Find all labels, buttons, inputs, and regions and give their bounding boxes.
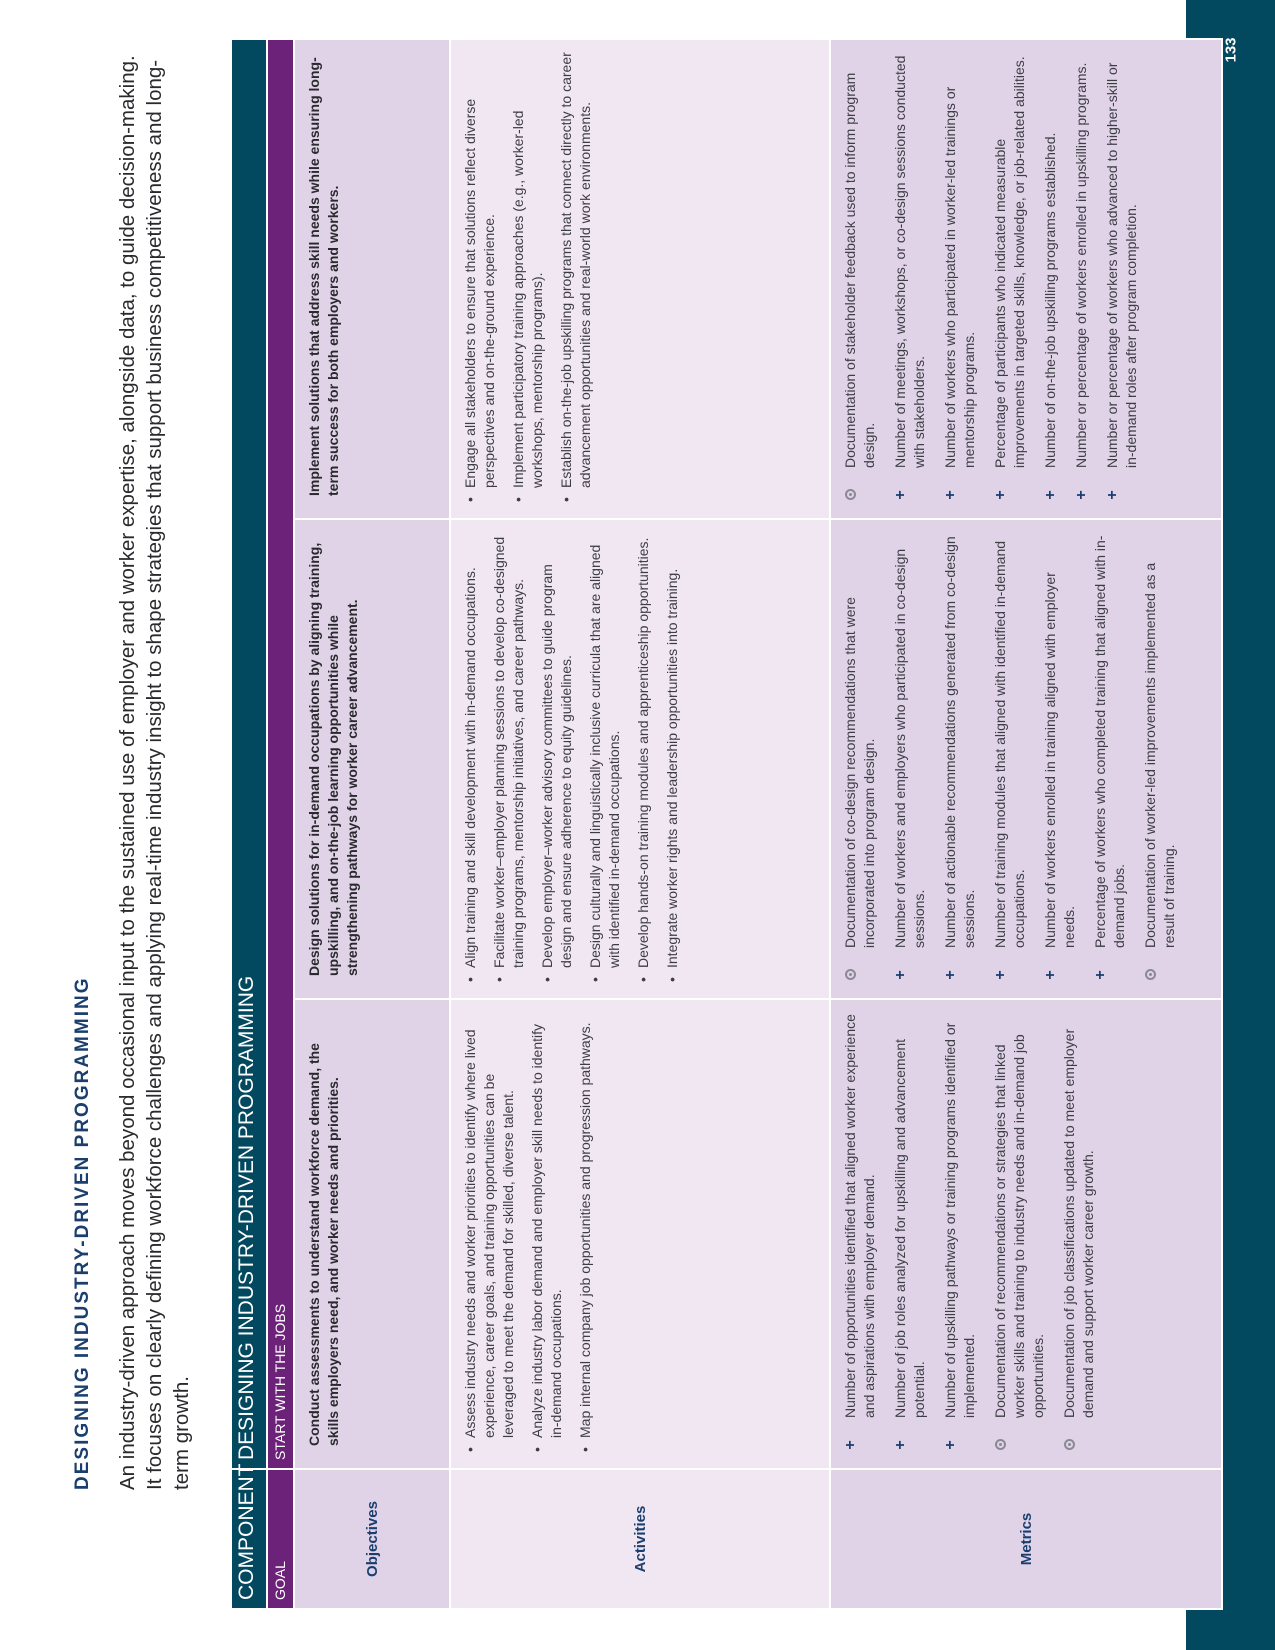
activity-text: Engage all stakeholders to ensure that solutions reflect diverse perspectives and on-the-ground experience. (462, 98, 497, 488)
activity-text: Facilitate worker–employer planning sessions to develop co-designed training programs, mentorship initiatives, and career pathways. (491, 536, 526, 968)
bullet-icon: • (539, 977, 555, 982)
activities-label: Activities (450, 1469, 830, 1609)
metric-item (941, 52, 979, 510)
bullet-icon: • (462, 497, 478, 502)
activity-item (663, 532, 682, 982)
metric-text: Number or percentage of workers who advanced to higher-skill or in-demand roles after program completion. (1104, 62, 1139, 468)
metric-text: Number of opportunities identified that aligned worker experience and aspirations with employer demand. (842, 1014, 877, 1418)
objectives-label: Objectives (294, 1469, 450, 1609)
goal-row (267, 39, 294, 1609)
metric-text: Number of meetings, workshops, or co-design sessions conducted with stakeholders. (892, 55, 927, 468)
plus-icon: + (892, 1440, 909, 1450)
activity-text: Develop employer–worker advisory committees to guide program design and ensure adherence to equity guidelines. (539, 564, 574, 968)
activity-item (576, 1012, 595, 1452)
objective-cell (294, 999, 450, 1469)
gear-icon (1141, 964, 1161, 986)
metric-item (841, 52, 879, 510)
metric-text: Documentation of worker-led improvements implemented as a result of training. (1142, 562, 1177, 948)
bullet-icon: • (664, 977, 680, 982)
activity-text: Analyze industry labor demand and employer skill needs to identify in-demand occupations. (529, 1023, 564, 1438)
metric-text: Number of workers and employers who participated in co-design sessions. (892, 548, 927, 948)
plus-icon: + (942, 1440, 959, 1450)
activity-text: Implement participatory training approaches (e.g., worker-led workshops, mentorship programs). (510, 110, 545, 488)
plus-icon: + (942, 490, 959, 500)
activity-item (490, 532, 528, 982)
activity-item (538, 532, 576, 982)
metric-item (841, 532, 879, 990)
objective-text: Conduct assessments to understand workforce demand, the skills employers need, and worker needs and priorities. (306, 1043, 341, 1446)
activities-cell (450, 519, 830, 999)
objective-text: Implement solutions that address skill needs while ensuring long-term success for both employers and workers. (306, 57, 341, 496)
metric-item (1041, 52, 1060, 510)
activity-text: Align training and skill development with in-demand occupations. (462, 567, 478, 968)
activities-list (451, 40, 615, 518)
activity-text: Integrate worker rights and leadership opportunities into training. (664, 568, 680, 968)
component-label: COMPONENT (231, 1469, 267, 1609)
gear-icon (841, 484, 861, 506)
metrics-list (831, 520, 1201, 998)
bullet-icon: • (577, 1447, 593, 1452)
section-heading: DESIGNING INDUSTRY-DRIVEN PROGRAMMING (72, 976, 93, 1490)
metric-text: Number of actionable recommendations generated from co-design sessions. (942, 536, 977, 948)
activity-item (461, 52, 499, 502)
activity-item (528, 1012, 566, 1452)
metric-item (841, 1012, 879, 1460)
plus-icon: + (892, 970, 909, 980)
plus-icon: + (892, 490, 909, 500)
bullet-icon: • (510, 497, 526, 502)
activity-item (461, 532, 480, 982)
gear-icon (1060, 1434, 1080, 1456)
activity-item (557, 52, 595, 502)
activity-text: Establish on-the-job upskilling programs that connect directly to career advancement opportunities and real-world work environments. (558, 52, 593, 488)
bullet-icon: • (462, 977, 478, 982)
metric-text: Percentage of workers who completed training that aligned with in-demand jobs. (1092, 535, 1127, 948)
intro-paragraph: An industry-driven approach moves beyond occasional input to the sustained use of employer and worker expertise, alongside data, to guide decision-making. It focuses on clearly defining workforce challenges and applying real-time industry insight to shape strategies that support business competitiveness and long-term growth. (116, 55, 193, 1490)
activities-list (451, 1000, 615, 1468)
metric-item (991, 532, 1029, 990)
metric-text: Number or percentage of workers enrolled in upskilling programs. (1073, 62, 1089, 468)
metric-text: Number of on-the-job upskilling programs established. (1042, 132, 1058, 468)
metric-text: Number of workers enrolled in training aligned with employer needs. (1042, 572, 1077, 948)
metric-item (891, 52, 929, 510)
activities-cell (450, 39, 830, 519)
metrics-cell (830, 39, 1222, 519)
bullet-icon: • (462, 1447, 478, 1452)
metric-text: Number of upskilling pathways or training programs identified or implemented. (942, 1022, 977, 1418)
metric-item (1091, 532, 1129, 990)
objective-cell (294, 519, 450, 999)
plus-icon: + (992, 490, 1009, 500)
metric-text: Percentage of participants who indicated measurable improvements in targeted skills, knowledge, or job-related abilities. (992, 56, 1027, 468)
plus-icon: + (942, 970, 959, 980)
activities-cell (450, 999, 830, 1469)
plus-icon: + (1092, 970, 1109, 980)
metrics-label: Metrics (830, 1469, 1222, 1609)
metric-item (991, 1012, 1048, 1460)
metric-text: Number of workers who participated in worker-led trainings or mentorship programs. (942, 86, 977, 468)
metric-text: Documentation of recommendations or strategies that linked worker skills and training to industry needs and in-demand job opportunities. (992, 1034, 1046, 1418)
metrics-cell (830, 519, 1222, 999)
objective-cell (294, 39, 450, 519)
metric-item (941, 1012, 979, 1460)
activities-list (451, 520, 702, 998)
metric-item (1041, 532, 1079, 990)
metric-text: Number of job roles analyzed for upskilling and advancement potential. (892, 1039, 927, 1418)
metric-text: Documentation of job classifications updated to meet employer demand and support worker career growth. (1061, 1028, 1096, 1418)
bullet-icon: • (491, 977, 507, 982)
activity-item (509, 52, 547, 502)
activity-text: Map internal company job opportunities and progression pathways. (577, 1022, 593, 1438)
gear-icon (841, 964, 861, 986)
metrics-list (831, 1000, 1120, 1468)
plus-icon: + (1042, 490, 1059, 500)
gear-icon (991, 1434, 1011, 1456)
metric-item (1072, 52, 1091, 510)
bullet-icon: • (587, 977, 603, 982)
activity-text: Assess industry needs and worker priorities to identify where lived experience, career goals, and training opportunities can be leveraged to meet the demand for skilled, diverse talent. (462, 1029, 516, 1438)
component-row (231, 39, 267, 1609)
metric-item (1060, 1012, 1098, 1460)
metrics-list (831, 40, 1163, 518)
component-value: DESIGNING INDUSTRY-DRIVEN PROGRAMMING (231, 39, 267, 1469)
plus-icon: + (1104, 490, 1121, 500)
metric-item (1103, 52, 1141, 510)
metric-text: Documentation of stakeholder feedback used to inform program design. (842, 72, 877, 468)
objectives-row (294, 39, 450, 1609)
metric-item (891, 532, 929, 990)
metrics-row (830, 39, 1222, 1609)
framework-table (230, 38, 1223, 1610)
metric-item (891, 1012, 929, 1460)
activity-item (461, 1012, 518, 1452)
activities-row (450, 39, 830, 1609)
metric-item (941, 532, 979, 990)
activity-item (634, 532, 653, 982)
page-number: 133 (1222, 37, 1239, 63)
bullet-icon: • (635, 977, 651, 982)
activity-text: Design culturally and linguistically inclusive curricula that are aligned with identified in-demand occupations. (587, 544, 622, 968)
goal-label: GOAL (267, 1469, 294, 1609)
plus-icon: + (1073, 490, 1090, 500)
plus-icon: + (842, 1440, 859, 1450)
metric-item (991, 52, 1029, 510)
activity-text: Develop hands-on training modules and apprenticeship opportunities. (635, 537, 651, 968)
metric-item (1141, 532, 1179, 990)
plus-icon: + (1042, 970, 1059, 980)
metrics-cell (830, 999, 1222, 1469)
activity-item (586, 532, 624, 982)
bullet-icon: • (529, 1447, 545, 1452)
metric-text: Documentation of co-design recommendations that were incorporated into program design. (842, 597, 877, 948)
goal-value: START WITH THE JOBS (267, 39, 294, 1469)
plus-icon: + (992, 970, 1009, 980)
bullet-icon: • (558, 497, 574, 502)
objective-text: Design solutions for in-demand occupations by aligning training, upskilling, and on-the-job learning opportunities while strengthening pathways for worker career advancement. (306, 542, 360, 976)
metric-text: Number of training modules that aligned with identified in-demand occupations. (992, 540, 1027, 948)
